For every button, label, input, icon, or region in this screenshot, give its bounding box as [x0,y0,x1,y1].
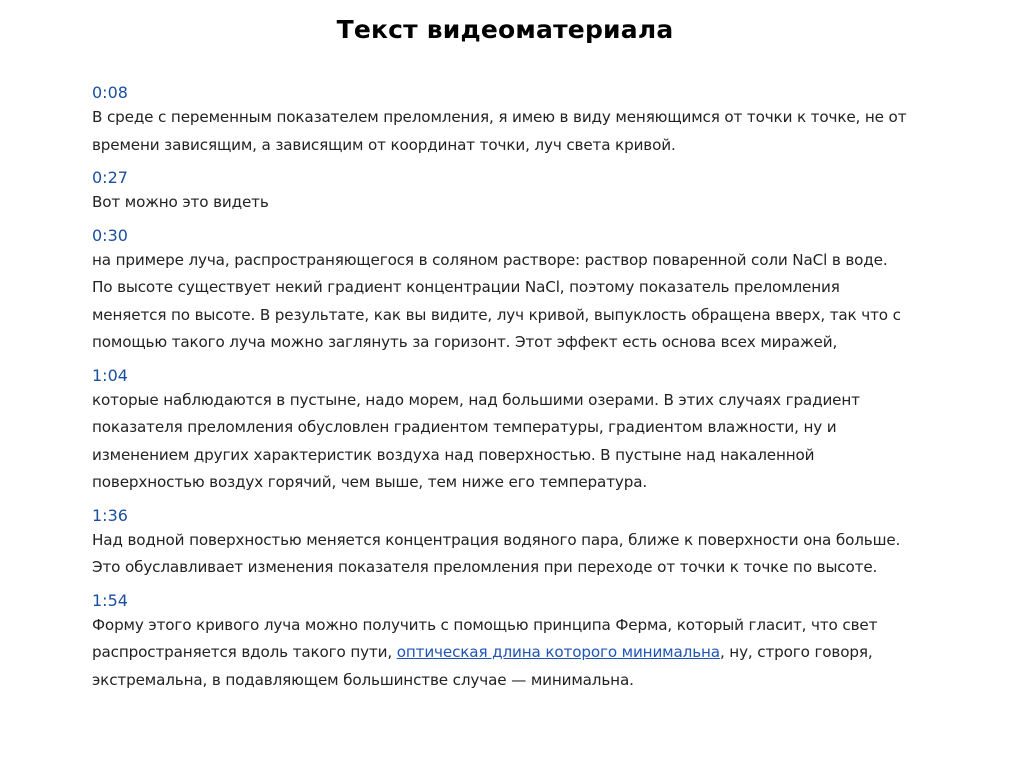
timestamp-link[interactable]: 1:36 [92,505,128,525]
transcript-segment [92,167,912,217]
transcript [92,82,912,694]
timestamp-link[interactable]: 1:04 [92,365,128,385]
segment-text-after: , ну, строго говоря, экстремальна, в подавляющем большинстве случае — минимальна. [92,643,873,689]
segment-text-before: Форму этого кривого луча можно получить с помощью принципа Ферма, который гласит, что свет распространяется вдоль такого пути, [92,615,878,661]
segment-text: Над водной поверхностью меняется концентрация водяного пара, ближе к поверхности она больше. Это обуславливает изменения показателя преломления при переходе от точки к точке по высоте. [92,530,901,576]
page-title: Текст видеоматериала [336,15,674,44]
segment-text [92,612,912,695]
segment-text: Вот можно это видеть [92,193,269,211]
transcript-segment [92,365,912,497]
timestamp-link[interactable]: 0:30 [92,225,128,245]
timestamp-link[interactable]: 0:08 [92,83,128,102]
segment-text: В среде с переменным показателем преломления, я имею в виду меняющимся от точки к точке, не от времени зависящим, а зависящим от координат точки, луч света кривой. [92,108,907,154]
optical-length-link[interactable]: оптическая длина которого минимальна [396,643,720,661]
timestamp-link[interactable]: 0:27 [92,168,128,187]
transcript-segment [92,225,912,357]
timestamp-link[interactable]: 1:54 [92,590,128,610]
transcript-segment [92,82,912,159]
segment-text: на примере луча, распространяющегося в соляном растворе: раствор поваренной соли NaCl в воде. По высоте существует некий градиент концентрации NaCl, поэтому показатель преломления меняется по высоте. В результате, как вы видите, луч кривой, выпуклость обращена вверх, так что с помощью такого луча можно заглянуть за горизонт. Этот эффект есть основа всех миражей, [92,250,901,351]
segment-text: которые наблюдаются в пустыне, надо морем, над большими озерами. В этих случаях градиент показателя преломления обусловлен градиентом температуры, градиентом влажности, ну и изменением других характеристик воздуха над поверхностью. В пустыне над накаленной поверхностью воздух горячий, чем выше, тем ниже его температура. [92,390,860,491]
transcript-segment [92,505,912,582]
transcript-segment [92,590,912,695]
